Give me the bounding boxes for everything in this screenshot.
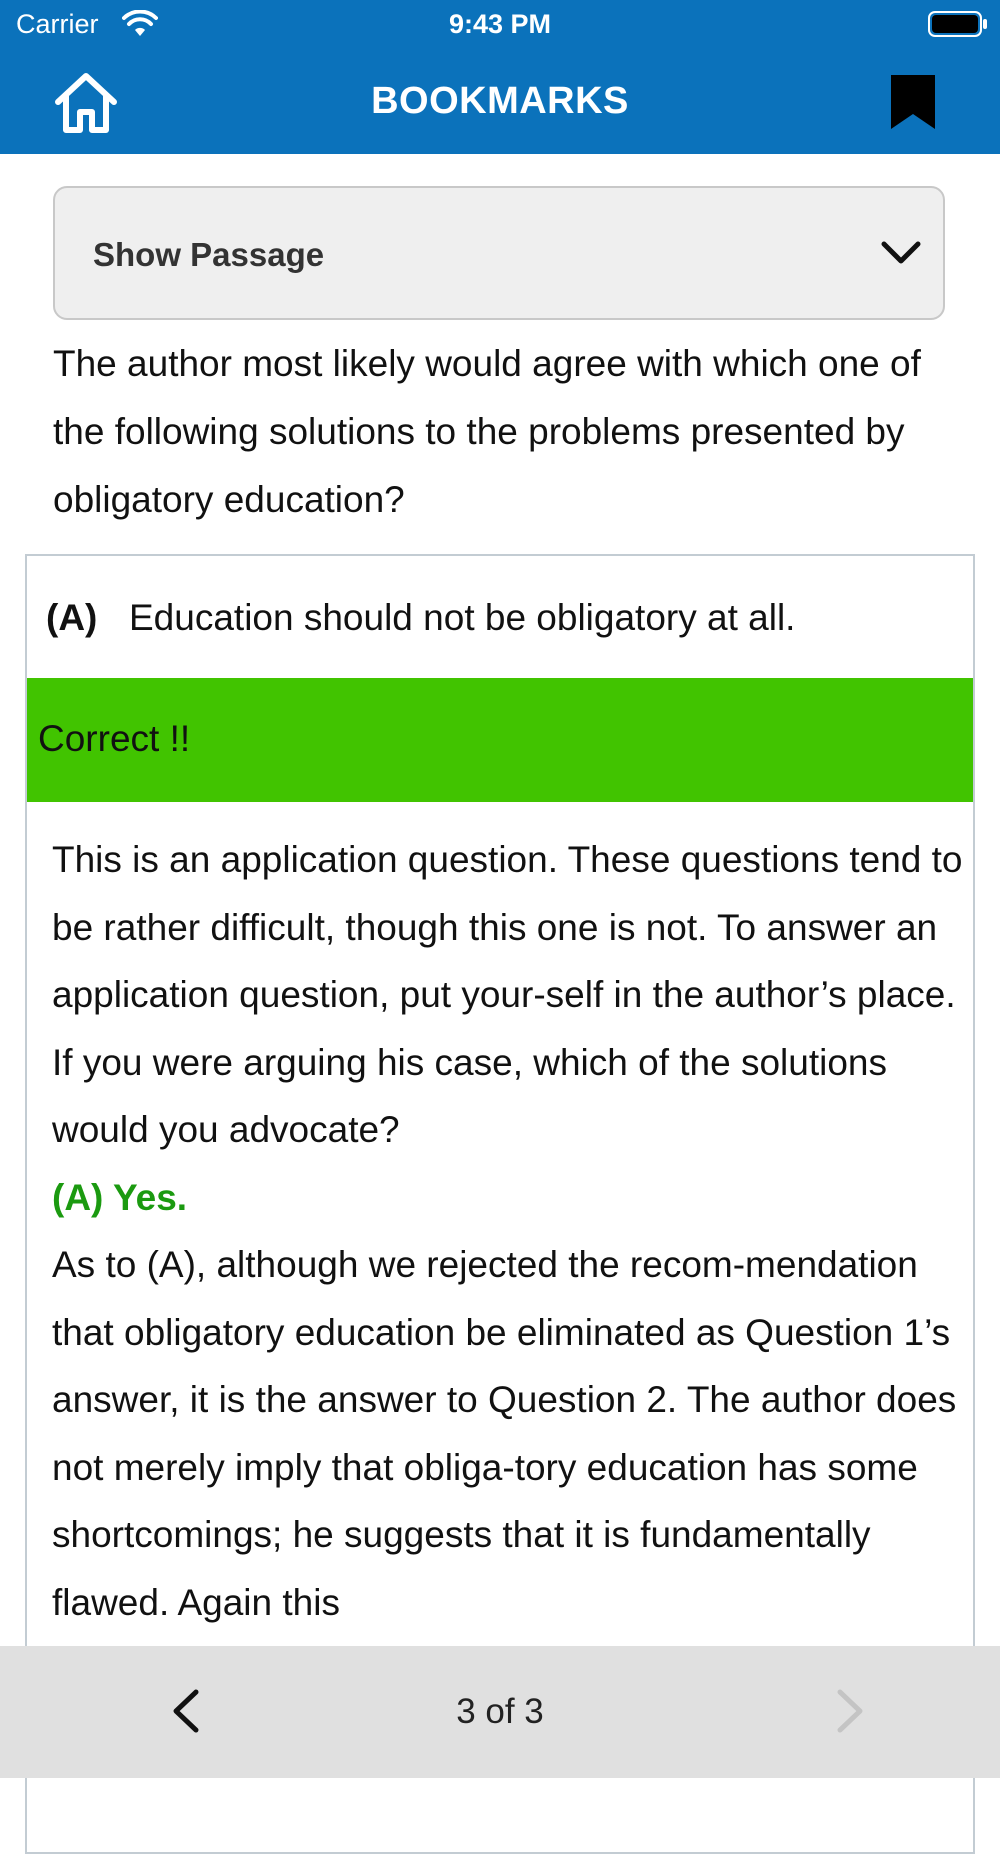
page-title: BOOKMARKS: [371, 80, 629, 122]
show-passage-label: Show Passage: [93, 236, 325, 273]
result-text: Correct !!: [38, 718, 191, 759]
explanation-detail: As to (A), although we rejected the recom-mendation that obligatory education be eliminated as Question 1’s answer, it is the answer to Question 2. The author does not merely imply that obliga-tory education has some shortcomings; he suggests that it is fundamentally flawed. Again this: [52, 1244, 957, 1623]
status-bar: [0, 0, 1000, 50]
chevron-right-icon: [832, 1688, 868, 1734]
question-text: The author most likely would agree with which one of the following solutions to the problems presented by obligatory education?: [53, 343, 921, 520]
answer-verdict: (A) Yes.: [52, 1176, 188, 1218]
correct-banner: [27, 678, 973, 802]
pagination-bar: [0, 1646, 1000, 1778]
carrier-label: Carrier: [16, 9, 99, 39]
clock: 9:43 PM: [448, 9, 552, 39]
explanation: [52, 826, 972, 1636]
battery-icon: [928, 11, 988, 37]
answer-option-a[interactable]: [27, 556, 973, 678]
option-text: Education should not be obligatory at all.: [129, 597, 796, 638]
explanation-intro: This is an application question. These questions tend to be rather difficult, though this one is not. To answer an application question, put your-self in the author’s place. If you were arguing his case, which of the solutions would you advocate?: [52, 839, 963, 1150]
option-letter: (A): [46, 597, 98, 638]
nav-bar: [0, 50, 1000, 154]
page-indicator: 3 of 3: [456, 1692, 544, 1731]
bookmark-icon[interactable]: [888, 72, 938, 132]
chevron-down-icon: [879, 238, 923, 268]
show-passage-dropdown[interactable]: [53, 186, 945, 320]
